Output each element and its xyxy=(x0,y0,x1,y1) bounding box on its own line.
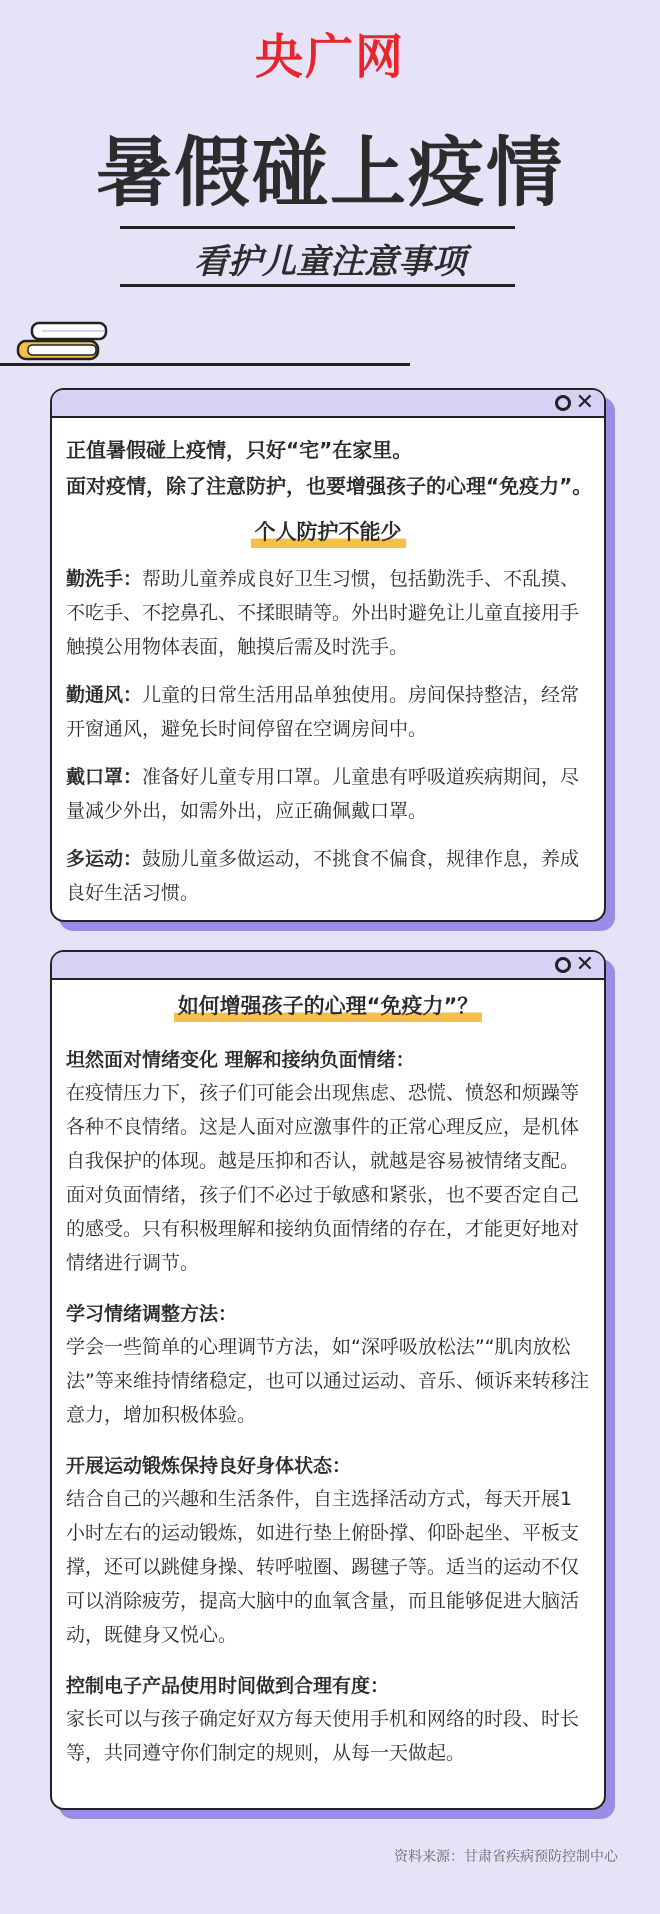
tip-label: 戴口罩： xyxy=(66,766,143,788)
tip-label: 勤通风： xyxy=(66,684,143,706)
section-heading: 个人防护不能少 xyxy=(251,516,406,548)
tip-text: 准备好儿童专用口罩。儿童患有呼吸道疾病期间，尽量减少外出，如需外出，应正确佩戴口罩。 xyxy=(66,766,580,822)
book-stack-icon xyxy=(16,320,116,368)
card-title-bar xyxy=(52,390,604,418)
advice-body: 家长可以与孩子确定好双方每天使用手机和网络的时段、时长等，共同遵守你们制定的规则，从每一天做起。 xyxy=(66,1708,580,1764)
books-rule xyxy=(0,363,410,366)
title-rule-bottom xyxy=(120,284,515,287)
title-rule-top xyxy=(120,226,515,229)
brand-logo: 央广网 xyxy=(254,29,405,85)
page-subtitle: 看护儿童注意事项 xyxy=(194,242,466,282)
advice-body: 学会一些简单的心理调节方法，如“深呼吸放松法”“肌肉放松法”等来维持情绪稳定，也可以通过运动、音乐、倾诉来转移注意力，增加积极体验。 xyxy=(66,1336,589,1426)
advice-section xyxy=(52,1670,604,1770)
tip-paragraph xyxy=(52,842,604,910)
advice-title: 开展运动锻炼保持良好身体状态： xyxy=(66,1455,352,1477)
advice-title: 控制电子产品使用时间做到合理有度： xyxy=(66,1675,390,1697)
circle-icon[interactable] xyxy=(555,957,571,973)
advice-body: 在疫情压力下，孩子们可能会出现焦虑、恐慌、愤怒和烦躁等各种不良情绪。这是人面对应激事件的正常心理反应，是机体自我保护的体现。越是压抑和否认，就越是容易被情绪支配。面对负面情绪，孩子们不必过于敏感和紧张，也不要否定自己的感受。只有积极理解和接纳负面情绪的存在，才能更好地对情绪进行调节。 xyxy=(66,1082,580,1274)
source-note: 资料来源：甘肃省疾病预防控制中心 xyxy=(394,1849,618,1865)
tip-text: 鼓励儿童多做运动，不挑食不偏食，规律作息，养成良好生活习惯。 xyxy=(66,848,580,904)
personal-protection-card xyxy=(50,388,606,922)
close-icon[interactable]: ✕ xyxy=(575,390,594,415)
advice-title: 坦然面对情绪变化 理解和接纳负面情绪： xyxy=(66,1049,415,1071)
page-title: 暑假碰上疫情 xyxy=(96,128,564,217)
tip-paragraph xyxy=(52,760,604,828)
advice-title: 学习情绪调整方法： xyxy=(66,1303,238,1325)
advice-section xyxy=(52,1298,604,1432)
tip-paragraph xyxy=(52,678,604,746)
section-heading: 如何增强孩子的心理“免疫力”？ xyxy=(174,990,483,1022)
advice-body: 结合自己的兴趣和生活条件，自主选择活动方式，每天开展1小时左右的运动锻炼，如进行垫上俯卧撑、仰卧起坐、平板支撑，还可以跳健身操、转呼啦圈、踢毽子等。适当的运动不仅可以消除疲劳，提高大脑中的血氧含量，而且能够促进大脑活动，既健身又悦心。 xyxy=(66,1488,580,1646)
tip-text: 帮助儿童养成良好卫生习惯，包括勤洗手、不乱摸、不吃手、不挖鼻孔、不揉眼睛等。外出时避免让儿童直接用手触摸公用物体表面，触摸后需及时洗手。 xyxy=(66,568,580,658)
mental-immunity-card xyxy=(50,950,606,1810)
tip-label: 勤洗手： xyxy=(66,568,143,590)
intro-text xyxy=(52,418,604,504)
tip-label: 多运动： xyxy=(66,848,143,870)
advice-section xyxy=(52,1044,604,1280)
card-title-bar xyxy=(52,952,604,980)
tip-paragraph xyxy=(52,562,604,664)
advice-section xyxy=(52,1450,604,1652)
tip-text: 儿童的日常生活用品单独使用。房间保持整洁，经常开窗通风，避免长时间停留在空调房间中。 xyxy=(66,684,580,740)
intro-line: 面对疫情，除了注意防护，也要增强孩子的心理“免疫力”。 xyxy=(66,474,593,498)
intro-line: 正值暑假碰上疫情，只好“宅”在家里。 xyxy=(66,438,413,462)
close-icon[interactable]: ✕ xyxy=(575,952,594,977)
circle-icon[interactable] xyxy=(555,395,571,411)
